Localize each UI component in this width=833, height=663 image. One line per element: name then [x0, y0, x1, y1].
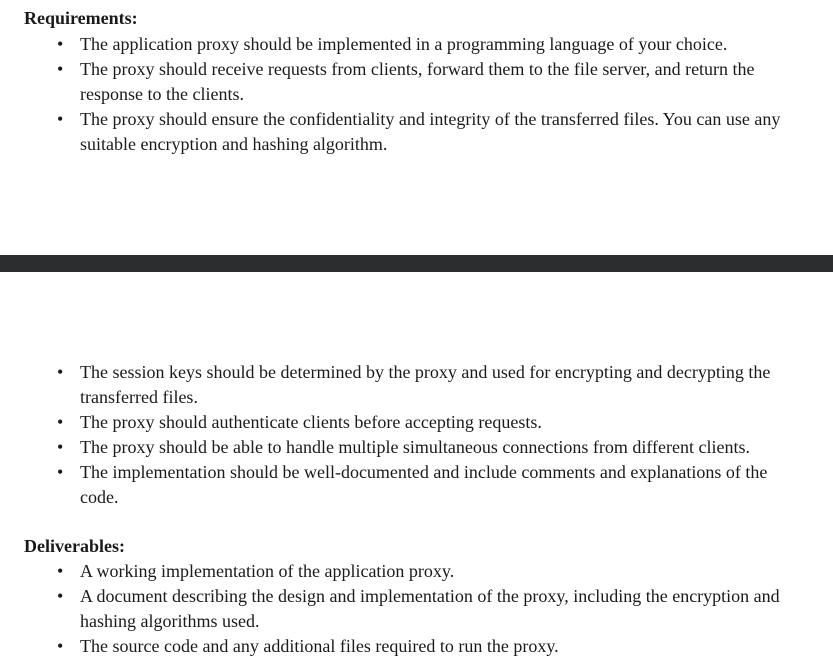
- bullet-icon: •: [57, 59, 64, 79]
- list-item: [0, 107, 790, 157]
- bullet-icon: •: [57, 586, 64, 606]
- requirements-list-bottom: [0, 360, 800, 510]
- bullet-icon: •: [57, 462, 64, 482]
- bullet-icon: •: [57, 636, 64, 656]
- list-item: [0, 32, 790, 57]
- list-item: [0, 584, 800, 634]
- list-item-text: The implementation should be well-documented and include comments and explanations of the code.: [80, 462, 768, 507]
- list-item-text: The source code and any additional files required to run the proxy.: [80, 636, 559, 656]
- deliverables-heading: Deliverables:: [24, 536, 125, 556]
- list-item-text: The proxy should authenticate clients before accepting requests.: [80, 412, 542, 432]
- bullet-icon: •: [57, 362, 64, 382]
- list-item: [0, 634, 800, 659]
- list-item: [0, 435, 800, 460]
- list-item-text: A document describing the design and implementation of the proxy, including the encryption and hashing algorithms used.: [80, 586, 780, 631]
- list-item-text: The proxy should receive requests from clients, forward them to the file server, and return the response to the clients.: [80, 59, 755, 104]
- list-item-text: The application proxy should be implemented in a programming language of your choice.: [80, 34, 728, 54]
- list-item: [0, 360, 800, 410]
- bullet-icon: •: [57, 437, 64, 457]
- deliverables-list: [0, 559, 800, 659]
- list-item-text: A working implementation of the application proxy.: [80, 561, 455, 581]
- list-item-text: The proxy should be able to handle multiple simultaneous connections from different clients.: [80, 437, 751, 457]
- list-item-text: The session keys should be determined by the proxy and used for encrypting and decrypting the transferred files.: [80, 362, 771, 407]
- page-divider: [0, 255, 833, 272]
- list-item: [0, 57, 790, 107]
- bullet-icon: •: [57, 109, 64, 129]
- list-item: [0, 559, 800, 584]
- list-item: [0, 460, 800, 510]
- requirements-heading: Requirements:: [24, 8, 138, 28]
- requirements-list-top: [0, 32, 790, 157]
- bullet-icon: •: [57, 561, 64, 581]
- bullet-icon: •: [57, 412, 64, 432]
- bullet-icon: •: [57, 34, 64, 54]
- list-item-text: The proxy should ensure the confidentiality and integrity of the transferred files. You can use any suitable encryption and hashing algorithm.: [80, 109, 781, 154]
- list-item: [0, 410, 800, 435]
